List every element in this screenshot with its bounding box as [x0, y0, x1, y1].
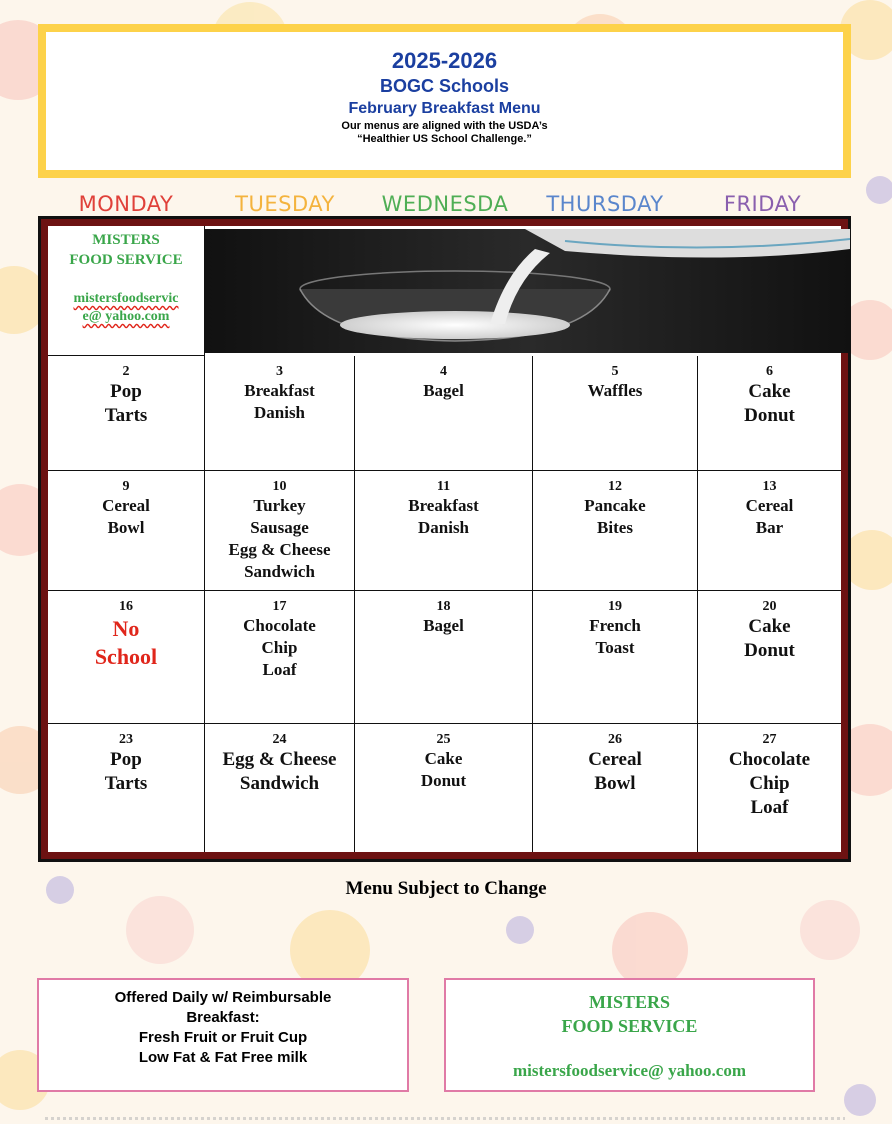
- school-name: BOGC Schools: [379, 76, 509, 96]
- menu-item-line: Loaf: [750, 797, 789, 818]
- day-cell: [48, 591, 205, 724]
- day-number: 3: [276, 364, 283, 379]
- day-cell: [698, 471, 841, 591]
- day-cell: [355, 356, 533, 471]
- menu-header: [38, 24, 851, 178]
- offered-line3: Fresh Fruit or Fruit Cup: [138, 1029, 308, 1046]
- day-number: 20: [762, 599, 777, 614]
- menu-item-line: Toast: [595, 638, 635, 657]
- day-cell: [205, 724, 355, 852]
- day-header-friday: FRIDAY: [723, 192, 802, 216]
- day-number: 13: [762, 479, 777, 494]
- menu-item-line: Egg & Cheese: [222, 749, 337, 770]
- offered-line1: Offered Daily w/ Reimbursable: [114, 989, 332, 1006]
- day-number: 9: [122, 479, 130, 494]
- day-header-tuesday: TUESDAY: [235, 192, 335, 216]
- menu-title: February Breakfast Menu: [348, 100, 541, 117]
- day-header-monday: MONDAY: [78, 192, 174, 216]
- day-number: 17: [272, 599, 287, 614]
- menu-item-line: Turkey: [253, 496, 306, 515]
- day-cell: [355, 591, 533, 724]
- menu-item-line: Chip: [261, 638, 298, 657]
- day-cell: [698, 724, 841, 852]
- offered-line2: Breakfast:: [186, 1009, 260, 1026]
- day-cell: [205, 471, 355, 591]
- day-number: 26: [608, 732, 622, 747]
- day-cell: [533, 356, 698, 471]
- day-cell: [205, 356, 355, 471]
- day-cell: [533, 724, 698, 852]
- day-number: 4: [440, 364, 447, 379]
- calendar-grid: [38, 216, 851, 862]
- day-number: 5: [611, 364, 619, 379]
- brand-email-line1: mistersfoodservic: [73, 291, 179, 306]
- menu-subject-note: Menu Subject to Change: [345, 878, 547, 899]
- brand-cell: [48, 226, 205, 356]
- day-cell: [48, 471, 205, 591]
- menu-item-line: Chocolate: [728, 749, 811, 770]
- menu-item-line: Bagel: [423, 381, 464, 400]
- menu-item-line: Cake: [424, 749, 463, 768]
- menu-item-line: Bagel: [423, 616, 464, 635]
- menu-item-line: School: [94, 644, 158, 669]
- milk-pouring-photo: [205, 229, 850, 353]
- day-number: 16: [119, 599, 133, 614]
- brand-email-line2: e@ yahoo.com: [82, 309, 170, 324]
- menu-item-line: Danish: [253, 403, 306, 422]
- menu-item-line: Donut: [744, 405, 795, 426]
- menu-item-line: Waffles: [587, 381, 643, 400]
- menu-item-line: Cereal: [102, 496, 150, 515]
- day-number: 12: [608, 479, 622, 494]
- contact-email[interactable]: mistersfoodservice@ yahoo.com: [513, 1061, 746, 1080]
- menu-item-line: Sandwich: [244, 562, 315, 581]
- menu-item-line: Cereal: [588, 749, 642, 770]
- menu-item-line: Breakfast: [244, 381, 315, 400]
- contact-name-line2: FOOD SERVICE: [561, 1016, 698, 1036]
- brand-name-line2: FOOD SERVICE: [69, 252, 183, 268]
- day-number: 2: [122, 364, 130, 379]
- menu-item-line: Sandwich: [239, 773, 320, 794]
- day-header-thursday: THURSDAY: [546, 192, 664, 216]
- offered-line4: Low Fat & Fat Free milk: [138, 1049, 308, 1066]
- day-number: 6: [766, 364, 773, 379]
- contact-name-line1: MISTERS: [588, 992, 671, 1012]
- menu-item-line: Bowl: [107, 518, 145, 537]
- day-cell: [533, 471, 698, 591]
- menu-item-line: Breakfast: [408, 496, 479, 515]
- menu-item-line: Danish: [417, 518, 470, 537]
- day-cell: [48, 724, 205, 852]
- menu-item-line: Cake: [748, 616, 791, 637]
- day-cell: [533, 591, 698, 724]
- offered-daily-box: [37, 978, 409, 1092]
- day-number: 19: [608, 599, 622, 614]
- menu-item-line: Pop: [110, 381, 142, 402]
- menu-item-line: Bowl: [594, 773, 636, 794]
- menu-item-line: Pop: [110, 749, 142, 770]
- menu-item-line: Bar: [755, 518, 784, 537]
- day-cell: [355, 724, 533, 852]
- day-number: 11: [436, 479, 451, 494]
- menu-item-line: Pancake: [584, 496, 646, 515]
- day-number: 23: [119, 732, 133, 747]
- menu-item-line: Egg & Cheese: [228, 540, 331, 559]
- menu-item-line: Bites: [597, 518, 633, 537]
- footer-fine-print: [45, 1117, 845, 1120]
- day-number: 18: [436, 599, 451, 614]
- menu-item-line: Donut: [744, 640, 795, 661]
- school-year: 2025-2026: [391, 48, 498, 73]
- day-number: 27: [762, 732, 777, 747]
- day-cell: [698, 591, 841, 724]
- brand-name-line1: MISTERS: [92, 232, 160, 248]
- day-number: 24: [272, 732, 287, 747]
- day-number: 25: [436, 732, 451, 747]
- menu-item-line: French: [589, 616, 641, 635]
- contact-box: [444, 978, 815, 1092]
- usda-note-line2: “Healthier US School Challenge.”: [357, 133, 532, 145]
- menu-item-line: Chocolate: [243, 616, 316, 635]
- menu-item-line: Tarts: [104, 773, 148, 794]
- day-cell: [355, 471, 533, 591]
- day-cell: [205, 591, 355, 724]
- menu-item-line: Cereal: [745, 496, 794, 515]
- day-number: 10: [272, 479, 287, 494]
- menu-item-line: Cake: [748, 381, 791, 402]
- menu-item-line: Tarts: [104, 405, 148, 426]
- menu-item-line: Sausage: [250, 518, 309, 537]
- menu-item-line: Donut: [420, 771, 467, 790]
- menu-item-line: Loaf: [262, 660, 297, 679]
- day-cell: [48, 356, 205, 471]
- day-header-wednesday: WEDNESDA: [381, 192, 509, 216]
- menu-item-line: No: [112, 616, 140, 641]
- usda-note-line1: Our menus are aligned with the USDA’s: [341, 120, 548, 132]
- day-cell: [698, 356, 841, 471]
- menu-item-line: Chip: [749, 773, 790, 794]
